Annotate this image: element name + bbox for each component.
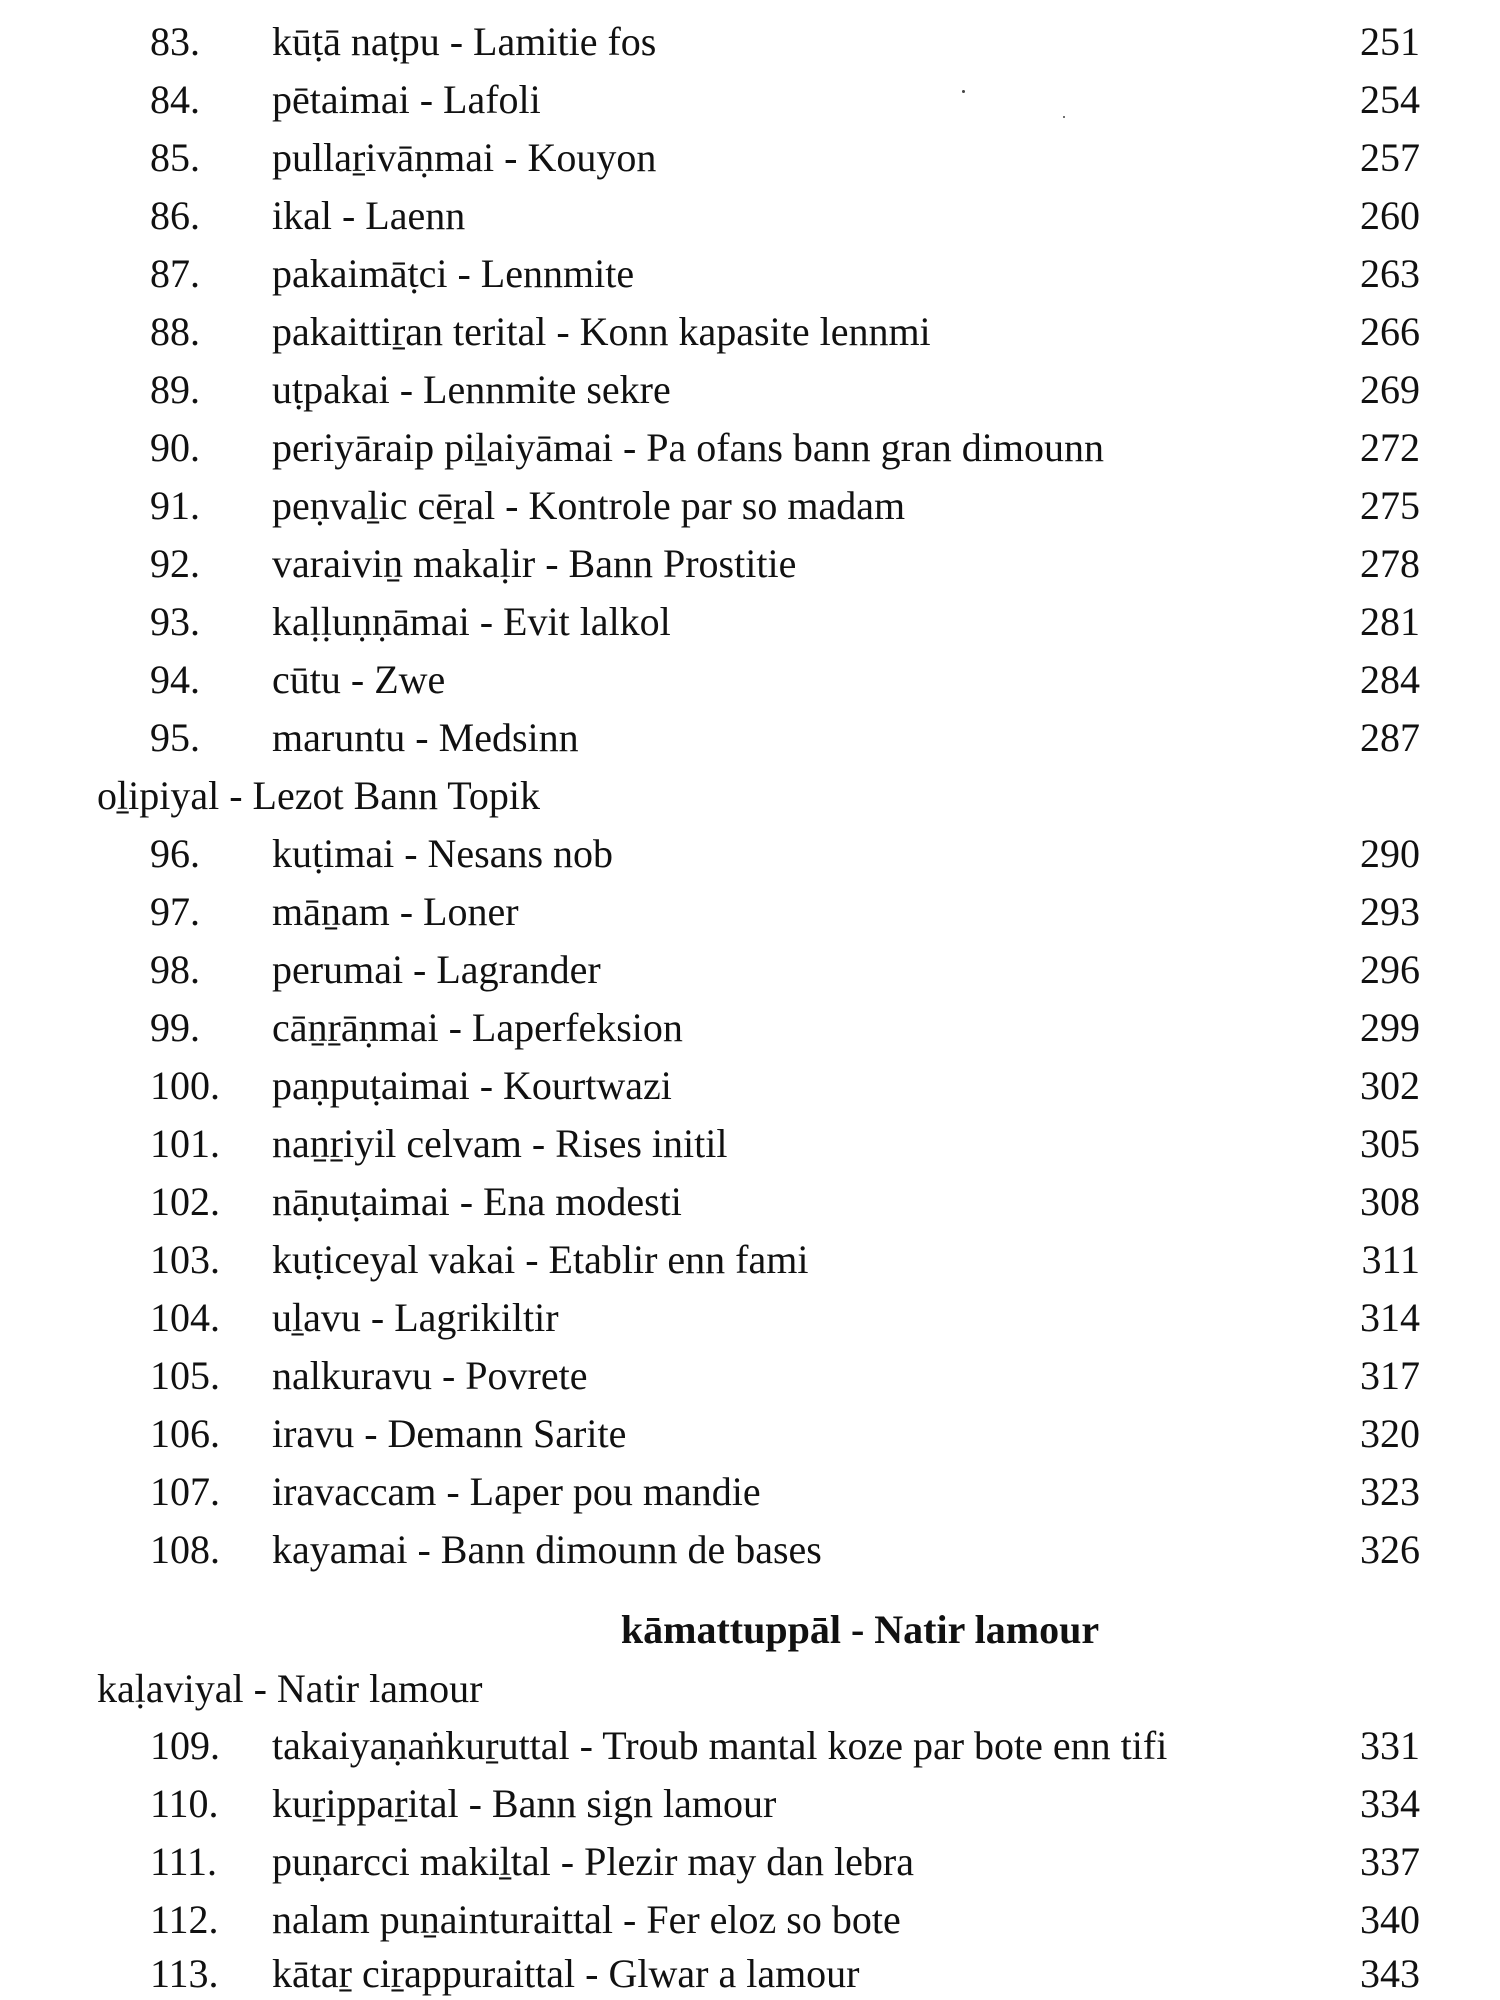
entry-number: 110. — [150, 1781, 219, 1826]
toc-entry[interactable] — [0, 883, 1500, 941]
toc-entry[interactable] — [0, 245, 1500, 303]
entry-page: 337 — [1360, 1839, 1420, 1884]
entry-number: 101. — [150, 1121, 220, 1166]
entry-number: 107. — [150, 1469, 220, 1514]
entry-title: ikal - Laenn — [272, 193, 466, 238]
entry-page: 343 — [1360, 1951, 1420, 1996]
entry-page: 326 — [1360, 1527, 1420, 1572]
entry-title: varaiviṉ makaḷir - Bann Prostitie — [272, 541, 797, 586]
entry-number: 106. — [150, 1411, 220, 1456]
entry-page: 293 — [1360, 889, 1420, 934]
entry-number: 92. — [150, 541, 200, 586]
toc-entry[interactable] — [0, 1231, 1500, 1289]
entry-number: 109. — [150, 1723, 220, 1768]
toc-entry[interactable] — [0, 1173, 1500, 1231]
entry-title: nalam puṉainturaittal - Fer eloz so bote — [272, 1897, 901, 1942]
entry-number: 113. — [150, 1951, 219, 1996]
toc-entry[interactable] — [0, 477, 1500, 535]
entry-page: 263 — [1360, 251, 1420, 296]
toc-entry[interactable] — [0, 651, 1500, 709]
entry-title: nalkuravu - Povrete — [272, 1353, 588, 1398]
entry-page: 260 — [1360, 193, 1420, 238]
entry-number: 98. — [150, 947, 200, 992]
toc-entry[interactable] — [0, 1289, 1500, 1347]
entry-page: 272 — [1360, 425, 1420, 470]
entry-number: 83. — [150, 19, 200, 64]
entry-title: cāṉṟāṇmai - Laperfeksion — [272, 1005, 683, 1050]
entry-page: 334 — [1360, 1781, 1420, 1826]
toc-entry[interactable] — [0, 1115, 1500, 1173]
entry-page: 257 — [1360, 135, 1420, 180]
toc-entry[interactable] — [0, 1891, 1500, 1949]
entry-page: 311 — [1361, 1237, 1420, 1282]
entry-title: pullaṟivāṇmai - Kouyon — [272, 135, 657, 180]
toc-entry[interactable] — [0, 1717, 1500, 1775]
entry-page: 340 — [1360, 1897, 1420, 1942]
entry-number: 84. — [150, 77, 200, 122]
entry-title: kayamai - Bann dimounn de bases — [272, 1527, 822, 1572]
entry-title: kaḷḷuṇṇāmai - Evit lalkol — [272, 599, 671, 644]
toc-entry[interactable] — [0, 1405, 1500, 1463]
toc-entry[interactable] — [0, 535, 1500, 593]
toc-entry[interactable] — [0, 1347, 1500, 1405]
toc-entry[interactable] — [0, 129, 1500, 187]
toc-entry[interactable] — [0, 303, 1500, 361]
entry-page: 275 — [1360, 483, 1420, 528]
entry-page: 287 — [1360, 715, 1420, 760]
toc-entry[interactable] — [0, 1949, 1500, 1999]
entry-page: 296 — [1360, 947, 1420, 992]
entry-title: periyāraip piḻaiyāmai - Pa ofans bann gran dimounn — [272, 425, 1104, 470]
toc-entry[interactable] — [0, 593, 1500, 651]
entry-page: 305 — [1360, 1121, 1420, 1166]
entry-page: 317 — [1360, 1353, 1420, 1398]
entry-title: nāṇuṭaimai - Ena modesti — [272, 1179, 682, 1224]
entry-number: 105. — [150, 1353, 220, 1398]
entry-title: kuṭiceyal vakai - Etablir enn fami — [272, 1237, 809, 1282]
entry-title: puṇarcci makiḻtal - Plezir may dan lebra — [272, 1839, 914, 1884]
entry-title: kātaṟ ciṟappuraittal - Glwar a lamour — [272, 1951, 860, 1996]
entry-number: 96. — [150, 831, 200, 876]
entry-title: iravu - Demann Sarite — [272, 1411, 627, 1456]
entry-title: pētaimai - Lafoli — [272, 77, 541, 122]
section-heading: kaḷaviyal - Natir lamour — [97, 1666, 483, 1711]
entry-title: māṉam - Loner — [272, 889, 519, 934]
entry-title: uṭpakai - Lennmite sekre — [272, 367, 671, 412]
entry-page: 320 — [1360, 1411, 1420, 1456]
toc-entry[interactable] — [0, 1057, 1500, 1115]
entry-number: 104. — [150, 1295, 220, 1340]
entry-number: 95. — [150, 715, 200, 760]
entry-title: kuṟippaṟital - Bann sign lamour — [272, 1781, 777, 1826]
entry-title: kuṭimai - Nesans nob — [272, 831, 614, 876]
entry-number: 91. — [150, 483, 200, 528]
entry-number: 85. — [150, 135, 200, 180]
entry-title: peṇvaḻic cēṟal - Kontrole par so madam — [272, 483, 906, 528]
entry-number: 93. — [150, 599, 200, 644]
entry-number: 103. — [150, 1237, 220, 1282]
entry-number: 89. — [150, 367, 200, 412]
entry-number: 108. — [150, 1527, 220, 1572]
entry-number: 86. — [150, 193, 200, 238]
entry-number: 87. — [150, 251, 200, 296]
entry-title: iravaccam - Laper pou mandie — [272, 1469, 761, 1514]
entry-page: 308 — [1360, 1179, 1420, 1224]
entry-number: 102. — [150, 1179, 220, 1224]
entry-page: 284 — [1360, 657, 1420, 702]
chapter-heading: kāmattuppāl - Natir lamour — [620, 1607, 1100, 1652]
toc-entry[interactable] — [0, 187, 1500, 245]
toc-entry[interactable] — [0, 1463, 1500, 1521]
entry-title: paṇpuṭaimai - Kourtwazi — [272, 1063, 672, 1108]
entry-number: 99. — [150, 1005, 200, 1050]
entry-title: pakaittiṟan terital - Konn kapasite lennmi — [272, 309, 931, 354]
entry-title: takaiyaṇaṅkuṟuttal - Troub mantal koze par bote enn tifi — [272, 1723, 1168, 1768]
entry-page: 314 — [1360, 1295, 1420, 1340]
section-heading: oḻipiyal - Lezot Bann Topik — [97, 773, 541, 818]
entry-page: 266 — [1360, 309, 1420, 354]
toc-entry[interactable] — [0, 1775, 1500, 1833]
entry-title: maruntu - Medsinn — [272, 715, 579, 760]
entry-page: 254 — [1360, 77, 1420, 122]
entry-page: 251 — [1360, 19, 1420, 64]
toc-entry[interactable] — [0, 999, 1500, 1057]
toc-entry[interactable] — [0, 361, 1500, 419]
entry-page: 269 — [1360, 367, 1420, 412]
entry-number: 88. — [150, 309, 200, 354]
entry-number: 100. — [150, 1063, 220, 1108]
entry-page: 299 — [1360, 1005, 1420, 1050]
entry-page: 290 — [1360, 831, 1420, 876]
entry-title: kūṭā naṭpu - Lamitie fos — [272, 19, 657, 64]
entry-number: 112. — [150, 1897, 219, 1942]
entry-page: 323 — [1360, 1469, 1420, 1514]
entry-page: 278 — [1360, 541, 1420, 586]
entry-page: 331 — [1360, 1723, 1420, 1768]
toc-entry[interactable] — [0, 419, 1500, 477]
entry-title: perumai - Lagrander — [272, 947, 601, 992]
toc-entry[interactable] — [0, 825, 1500, 883]
entry-page: 281 — [1360, 599, 1420, 644]
entry-page: 302 — [1360, 1063, 1420, 1108]
entry-title: cūtu - Zwe — [272, 657, 446, 702]
toc-entry[interactable] — [0, 13, 1500, 71]
toc-entry[interactable] — [0, 71, 1500, 129]
entry-number: 90. — [150, 425, 200, 470]
entry-number: 94. — [150, 657, 200, 702]
toc-entry[interactable] — [0, 709, 1500, 767]
entry-title: uḻavu - Lagrikiltir — [272, 1295, 559, 1340]
entry-title: naṉṟiyil celvam - Rises initil — [272, 1121, 728, 1166]
entry-number: 97. — [150, 889, 200, 934]
toc-entry[interactable] — [0, 941, 1500, 999]
toc-entry[interactable] — [0, 1521, 1500, 1579]
toc-entry[interactable] — [0, 1833, 1500, 1891]
entry-title: pakaimāṭci - Lennmite — [272, 251, 635, 296]
entry-number: 111. — [150, 1839, 218, 1884]
